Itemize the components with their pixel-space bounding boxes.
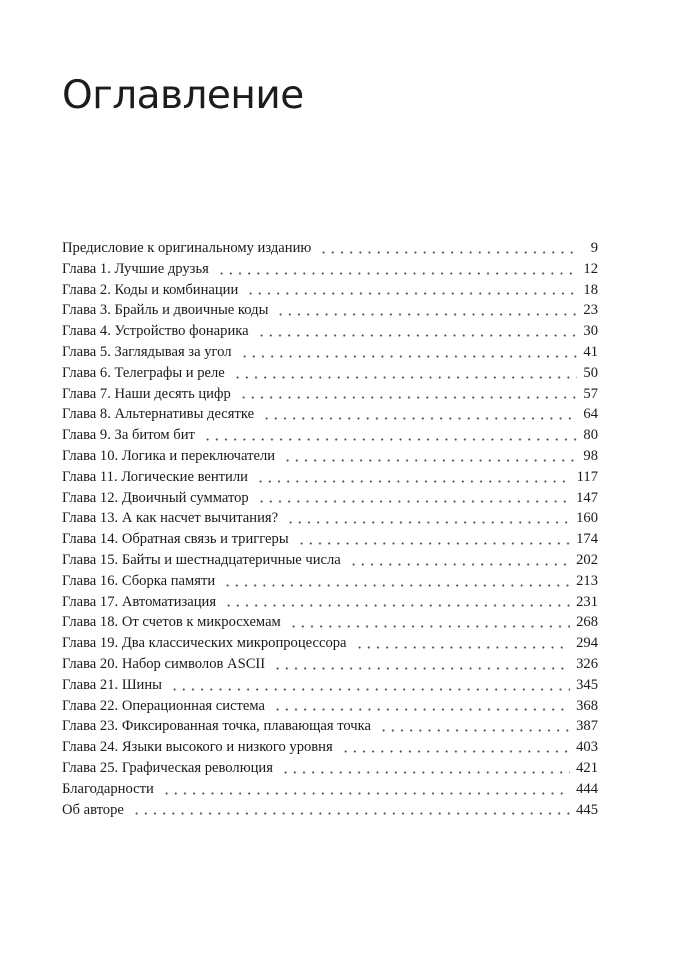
dot-leader bbox=[286, 521, 570, 524]
toc-entry-title: Об авторе bbox=[62, 801, 124, 818]
toc-entry bbox=[62, 404, 598, 425]
dot-leader bbox=[341, 750, 570, 753]
toc-entry-title: Глава 17. Автоматизация bbox=[62, 593, 217, 610]
table-of-contents bbox=[62, 238, 598, 820]
toc-entry bbox=[62, 342, 598, 363]
toc-entry-page-number: 64 bbox=[583, 406, 598, 423]
toc-entry bbox=[62, 592, 598, 613]
toc-entry-title: Глава 10. Логика и переключатели bbox=[62, 447, 276, 464]
toc-entry bbox=[62, 321, 598, 342]
toc-entry-page-number: 12 bbox=[583, 260, 598, 277]
dot-leader bbox=[281, 771, 570, 774]
toc-entry bbox=[62, 550, 598, 571]
toc-entry-page-number: 57 bbox=[583, 385, 598, 402]
toc-entry bbox=[62, 280, 598, 301]
toc-entry-page-number: 326 bbox=[576, 655, 598, 672]
toc-entry-title: Глава 5. Заглядывая за угол bbox=[62, 343, 232, 360]
toc-entry-page-number: 213 bbox=[576, 572, 598, 589]
dot-leader bbox=[246, 292, 577, 295]
toc-entry-title: Глава 6. Телеграфы и реле bbox=[62, 364, 225, 381]
toc-entry-page-number: 41 bbox=[583, 343, 598, 360]
dot-leader bbox=[217, 272, 578, 275]
dot-leader bbox=[239, 396, 578, 399]
toc-entry bbox=[62, 612, 598, 633]
dot-leader bbox=[289, 625, 570, 628]
toc-entry-title: Глава 18. От счетов к микросхемам bbox=[62, 614, 281, 631]
toc-entry bbox=[62, 737, 598, 758]
toc-entry bbox=[62, 488, 598, 509]
toc-entry bbox=[62, 300, 598, 321]
toc-entry-title: Глава 1. Лучшие друзья bbox=[62, 260, 209, 277]
toc-entry-title: Глава 2. Коды и комбинации bbox=[62, 281, 239, 298]
toc-entry-title: Предисловие к оригинальному изданию bbox=[62, 240, 312, 256]
toc-entry-title: Глава 22. Операционная система bbox=[62, 697, 266, 714]
dot-leader bbox=[162, 792, 570, 795]
toc-entry-page-number: 80 bbox=[583, 427, 598, 444]
dot-leader bbox=[170, 688, 570, 691]
toc-entry-title: Глава 19. Два классических микропроцессора bbox=[62, 635, 347, 652]
dot-leader bbox=[257, 500, 570, 503]
dot-leader bbox=[257, 334, 578, 337]
toc-entry-page-number: 98 bbox=[583, 447, 598, 464]
page-title: Оглавление bbox=[62, 73, 304, 118]
toc-entry bbox=[62, 259, 598, 280]
toc-entry bbox=[62, 446, 598, 467]
dot-leader bbox=[379, 729, 570, 732]
toc-entry bbox=[62, 696, 598, 717]
dot-leader bbox=[273, 708, 570, 711]
toc-entry bbox=[62, 425, 598, 446]
toc-entry-title: Глава 4. Устройство фонарика bbox=[62, 323, 249, 340]
toc-entry-title: Глава 23. Фиксированная точка, плавающая точка bbox=[62, 718, 371, 735]
toc-entry-page-number: 421 bbox=[576, 759, 598, 776]
toc-entry-title: Глава 7. Наши десять цифр bbox=[62, 385, 231, 402]
dot-leader bbox=[203, 438, 578, 441]
toc-entry-page-number: 117 bbox=[576, 468, 598, 485]
toc-entry-page-number: 387 bbox=[576, 718, 598, 735]
toc-entry-page-number: 444 bbox=[576, 780, 598, 797]
dot-leader bbox=[355, 646, 571, 649]
toc-entry bbox=[62, 633, 598, 654]
toc-entry-title: Глава 8. Альтернативы десятке bbox=[62, 406, 255, 423]
toc-entry-page-number: 30 bbox=[583, 323, 598, 340]
toc-entry-page-number: 231 bbox=[576, 593, 598, 610]
toc-entry-title: Глава 11. Логические вентили bbox=[62, 468, 248, 485]
toc-entry-page-number: 202 bbox=[576, 551, 598, 568]
toc-entry-page-number: 368 bbox=[576, 697, 598, 714]
toc-entry-title: Глава 13. А как насчет вычитания? bbox=[62, 510, 279, 527]
toc-entry bbox=[62, 238, 598, 259]
toc-entry-page-number: 345 bbox=[576, 676, 598, 693]
toc-entry bbox=[62, 716, 598, 737]
toc-entry-page-number: 403 bbox=[576, 739, 598, 756]
toc-entry bbox=[62, 675, 598, 696]
dot-leader bbox=[262, 417, 577, 420]
toc-entry-page-number: 9 bbox=[590, 240, 598, 256]
dot-leader bbox=[319, 251, 578, 254]
toc-entry-title: Глава 21. Шины bbox=[62, 676, 162, 693]
toc-entry bbox=[62, 529, 598, 550]
toc-entry bbox=[62, 467, 598, 488]
toc-entry-page-number: 160 bbox=[576, 510, 598, 527]
toc-entry-title: Глава 20. Набор символов ASCII bbox=[62, 655, 266, 672]
toc-entry-title: Глава 25. Графическая революция bbox=[62, 759, 273, 776]
toc-entry bbox=[62, 384, 598, 405]
dot-leader bbox=[233, 376, 578, 379]
toc-entry bbox=[62, 571, 598, 592]
toc-entry-page-number: 50 bbox=[583, 364, 598, 381]
toc-entry-title: Глава 24. Языки высокого и низкого уровня bbox=[62, 739, 333, 756]
toc-entry-title: Глава 16. Сборка памяти bbox=[62, 572, 216, 589]
toc-entry-page-number: 294 bbox=[576, 635, 598, 652]
dot-leader bbox=[283, 459, 577, 462]
toc-entry bbox=[62, 654, 598, 675]
dot-leader bbox=[273, 667, 570, 670]
toc-entry bbox=[62, 758, 598, 779]
toc-entry-title: Глава 15. Байты и шестнадцатеричные числа bbox=[62, 551, 341, 568]
dot-leader bbox=[224, 604, 570, 607]
toc-entry bbox=[62, 363, 598, 384]
dot-leader bbox=[276, 313, 577, 316]
toc-entry-page-number: 445 bbox=[576, 801, 598, 818]
toc-entry-page-number: 268 bbox=[576, 614, 598, 631]
dot-leader bbox=[349, 563, 570, 566]
toc-entry-page-number: 174 bbox=[576, 531, 598, 548]
dot-leader bbox=[297, 542, 570, 545]
dot-leader bbox=[132, 812, 570, 815]
toc-entry-title: Благодарности bbox=[62, 780, 154, 797]
toc-entry bbox=[62, 800, 598, 821]
toc-entry bbox=[62, 779, 598, 800]
toc-entry-page-number: 23 bbox=[583, 302, 598, 319]
toc-entry-page-number: 147 bbox=[576, 489, 598, 506]
toc-entry-title: Глава 3. Брайль и двоичные коды bbox=[62, 302, 269, 319]
dot-leader bbox=[240, 355, 578, 358]
toc-entry-title: Глава 14. Обратная связь и триггеры bbox=[62, 531, 289, 548]
toc-entry-page-number: 18 bbox=[583, 281, 598, 298]
toc-entry-title: Глава 9. За битом бит bbox=[62, 427, 195, 444]
toc-entry bbox=[62, 508, 598, 529]
dot-leader bbox=[256, 480, 571, 483]
dot-leader bbox=[223, 584, 570, 587]
toc-entry-title: Глава 12. Двоичный сумматор bbox=[62, 489, 249, 506]
